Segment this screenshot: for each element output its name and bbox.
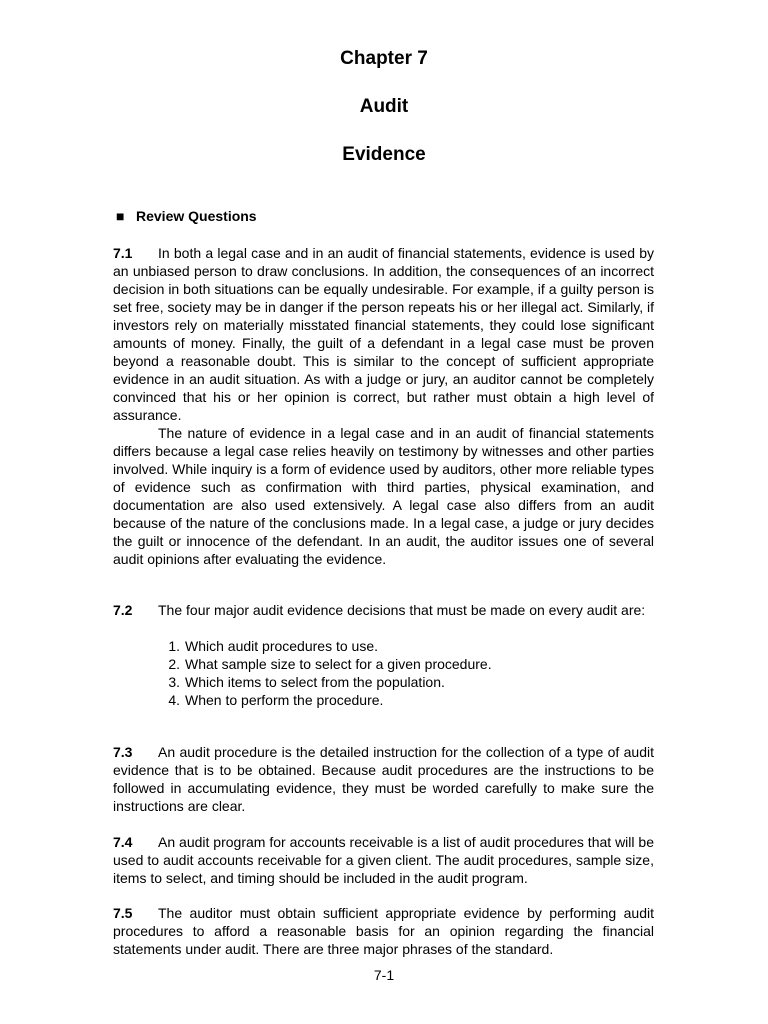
- question-paragraph: [113, 244, 654, 424]
- square-bullet-icon: ■: [116, 208, 125, 224]
- question-number: 7.5: [113, 905, 133, 921]
- chapter-title-line-2: Evidence: [342, 144, 426, 165]
- decision-list: [113, 637, 654, 709]
- question-paragraph: The nature of evidence in a legal case and in an audit of financial statements differs because a legal case relies heavily on testimony by witnesses and other parties involved. While inquiry is a form of evidence used by auditors, other more reliable types of evidence such as confirmation with third parties, physical examination, and documentation are also used extensively. A legal case also differs from an audit because of the nature of the conclusions made. In a legal case, a judge or jury decides the guilt or innocence of the defendant. In an audit, the auditor issues one of several audit opinions after evaluating the evidence.: [113, 425, 654, 567]
- chapter-label: Chapter 7: [340, 48, 428, 69]
- section-heading-text: Review Questions: [136, 208, 257, 224]
- chapter-title-line-1: Audit: [359, 96, 409, 117]
- question-7-1: [113, 244, 654, 568]
- question-7-2: [113, 601, 654, 709]
- question-number: 7.4: [113, 834, 133, 850]
- question-text: An audit program for accounts receivable is a list of audit procedures that will be used to audit accounts receivable for a given client. The audit procedures, sample size, items to select, and timing should be included in the audit program.: [113, 834, 654, 886]
- question-paragraph: [113, 743, 654, 815]
- question-text: An audit procedure is the detailed instruction for the collection of a type of audit evidence that is to be obtained. Because audit procedures are the instructions to be followed in accumulating evidence, they must be worded carefully to make sure the instructions are clear.: [113, 744, 654, 814]
- section-heading: [116, 207, 257, 225]
- question-number: 7.2: [113, 602, 133, 618]
- question-7-4: [113, 833, 654, 887]
- question-text: In both a legal case and in an audit of financial statements, evidence is used by an unbiased person to draw conclusions. In addition, the consequences of an incorrect decision in both situations can be equally undesirable. For example, if a guilty person is set free, society may be in danger if the person repeats his or her illegal act. Similarly, if investors rely on materially misstated financial statements, they could lose significant amounts of money. Finally, the guilt of a defendant in a legal case must be proven beyond a reasonable doubt. This is similar to the concept of sufficient appropriate evidence in an audit situation. As with a judge or jury, an auditor cannot be completely convinced that his or her opinion is correct, but rather must obtain a high level of assurance.: [113, 245, 654, 423]
- page-number: 7-1: [373, 967, 395, 983]
- list-item: 1. Which audit procedures to use.: [168, 638, 378, 654]
- question-number: 7.3: [113, 744, 133, 760]
- question-paragraph: [113, 833, 654, 887]
- question-7-5: [113, 904, 654, 958]
- list-item: 4. When to perform the procedure.: [168, 692, 384, 708]
- question-7-3: [113, 743, 654, 815]
- question-number: 7.1: [113, 245, 133, 261]
- list-item: 3. Which items to select from the population.: [168, 674, 445, 690]
- question-paragraph: [113, 601, 654, 619]
- list-item: 2. What sample size to select for a given procedure.: [168, 656, 492, 672]
- question-text: The four major audit evidence decisions that must be made on every audit are:: [158, 602, 646, 618]
- question-paragraph: [113, 904, 654, 958]
- question-text: The auditor must obtain sufficient appropriate evidence by performing audit procedures to afford a reasonable basis for an opinion regarding the financial statements under audit. There are three major phrases of the standard.: [113, 905, 654, 957]
